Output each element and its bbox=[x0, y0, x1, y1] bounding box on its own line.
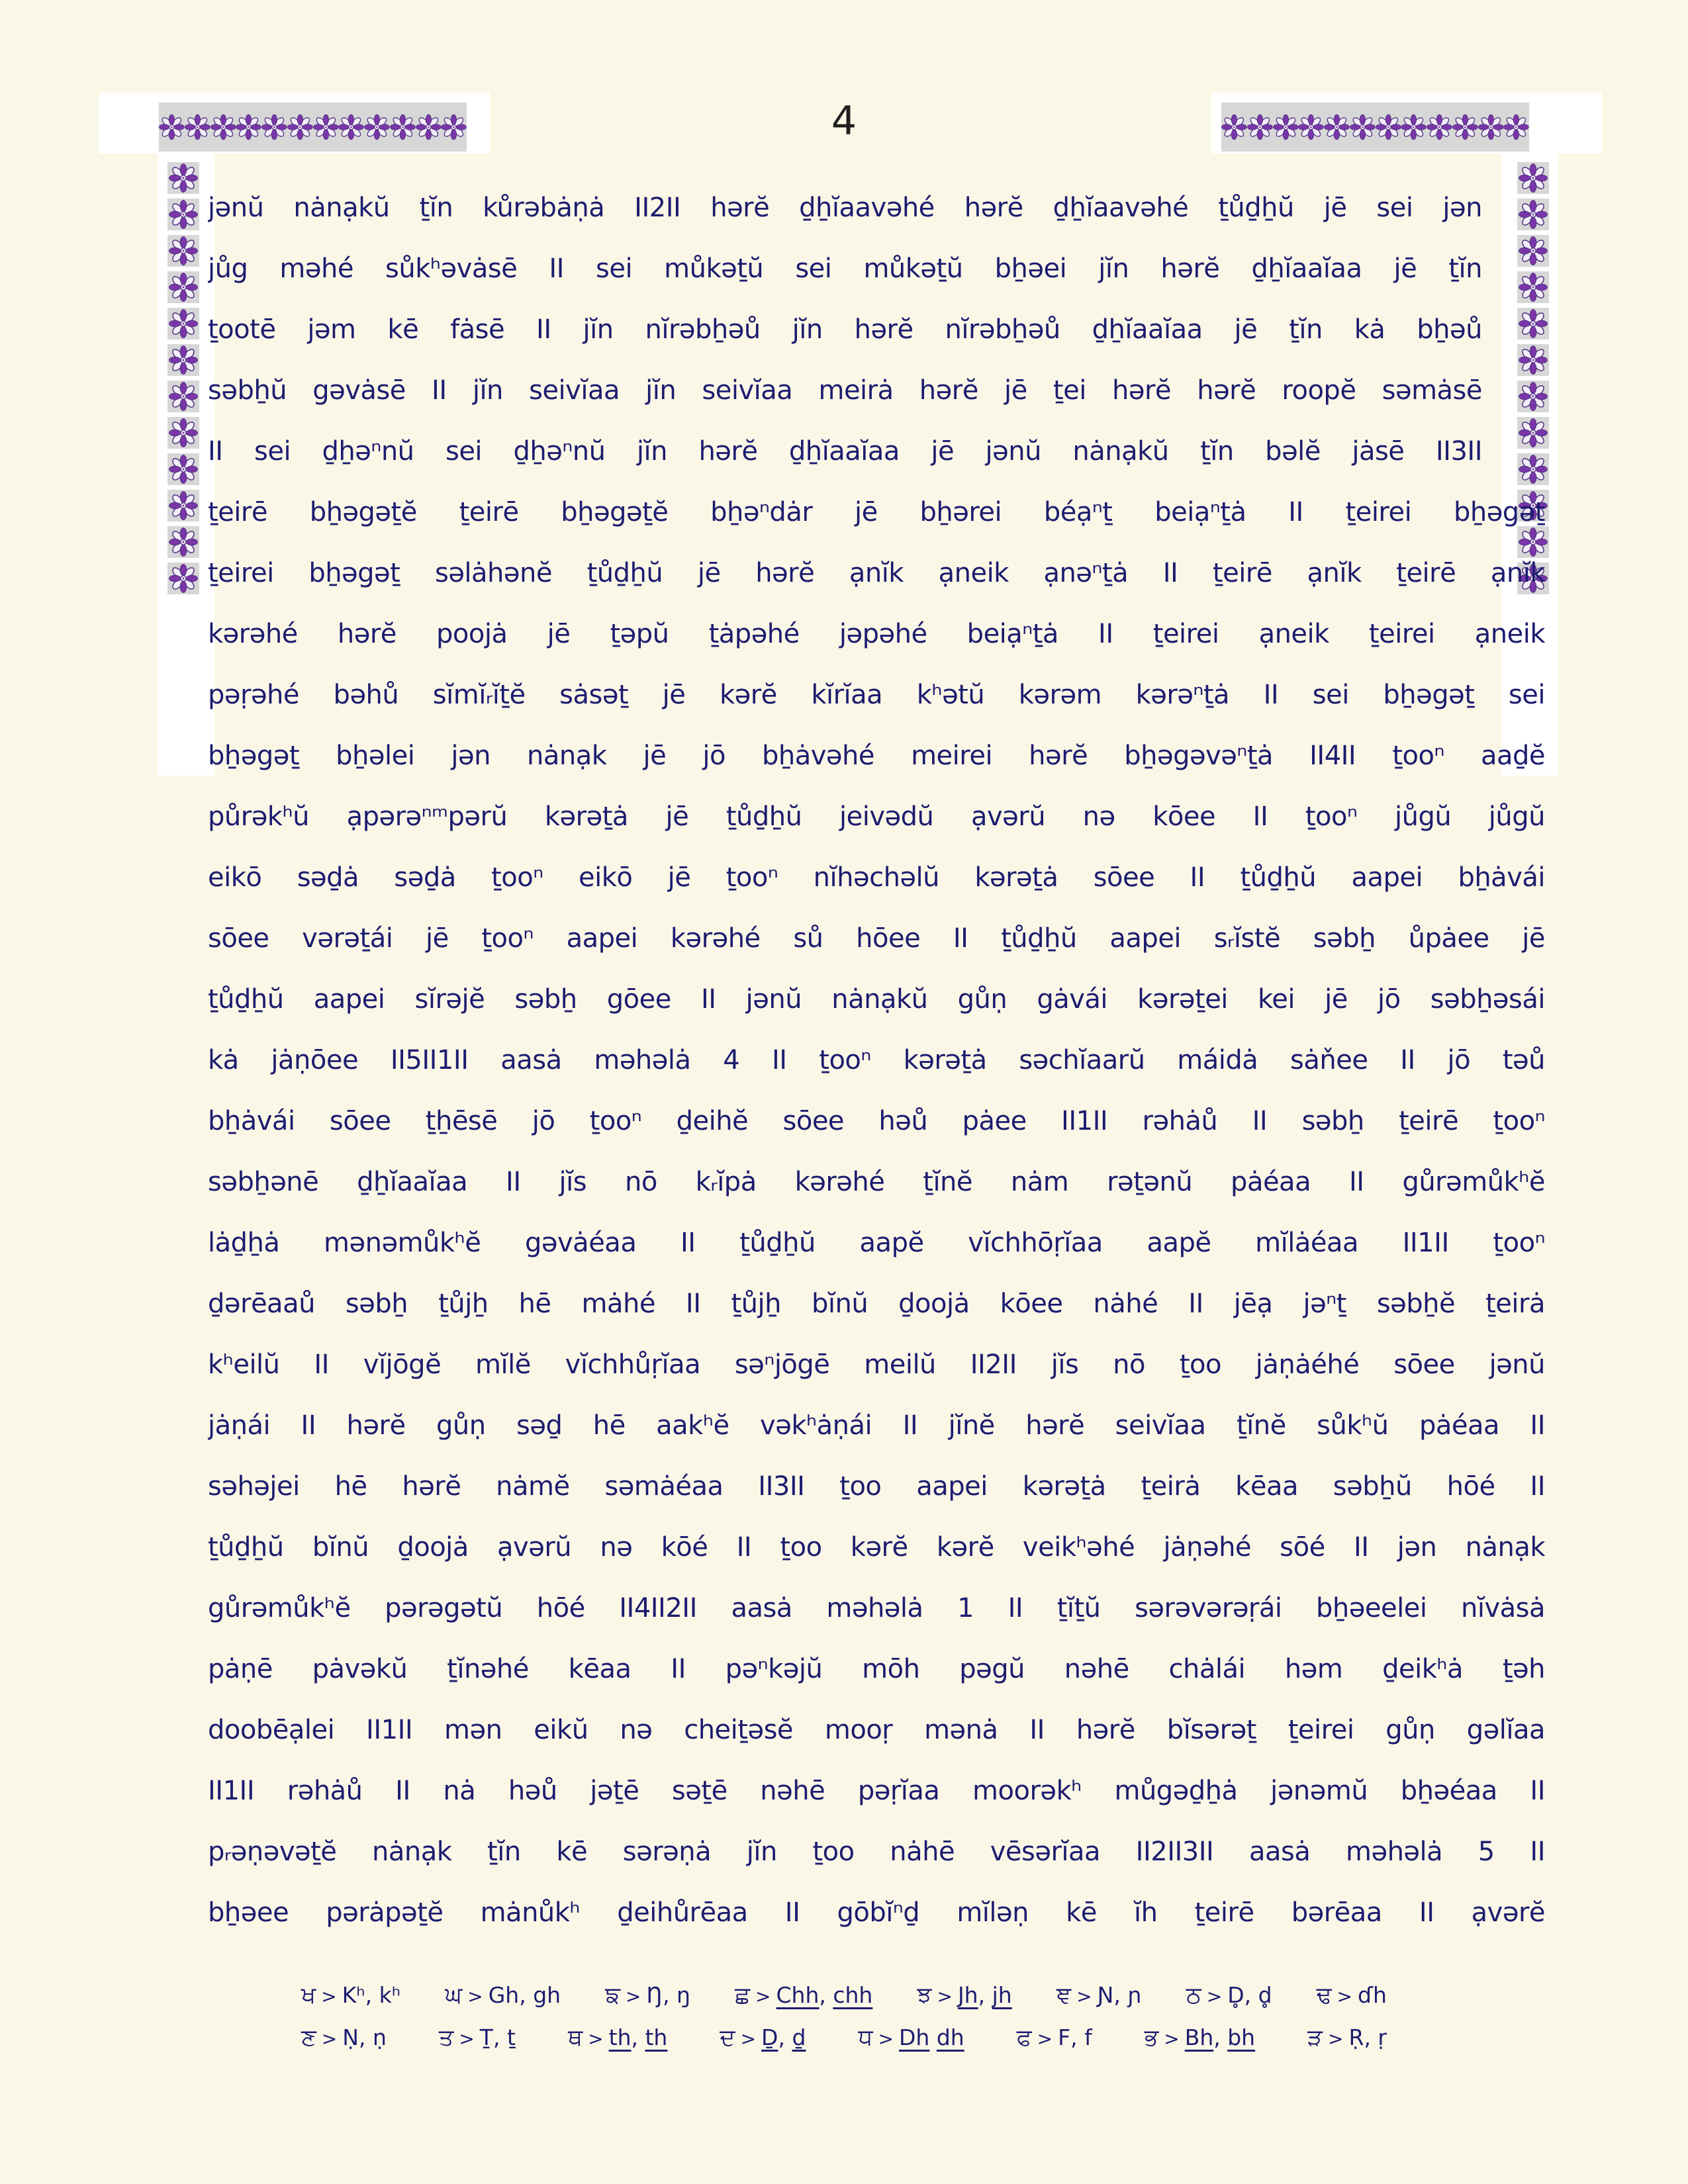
latin-mapping: gh bbox=[533, 1982, 561, 2008]
maps-to-symbol: > bbox=[740, 2028, 757, 2050]
latin-mapping: Ɲ bbox=[1097, 1982, 1114, 2008]
gurmukhi-letter: ਠ bbox=[1186, 1982, 1201, 2009]
gurmukhi-letter: ਤ bbox=[438, 2025, 454, 2051]
legend-entry: ਭ > Bh, bh bbox=[1144, 2025, 1256, 2051]
text-line: ṯeirē bẖəgəṯĕ ṯeirē bẖəgəṯĕ bẖəⁿdȧr jē bẖərei béạⁿṯ beiạⁿṯȧ II ṯeirei bẖəgəṯ bbox=[208, 497, 1545, 527]
gurmukhi-letter: ਛ bbox=[735, 1982, 751, 2009]
latin-mapping: ṛ bbox=[1378, 2025, 1387, 2050]
flower-icon bbox=[261, 110, 287, 144]
flower-tile bbox=[167, 344, 199, 376]
maps-to-symbol: > bbox=[755, 1985, 771, 2007]
text-line: səhəjei hē hərĕ nȧmĕ səmȧéaa II3II ṯoo aapei kərəṯȧ ṯeirȧ kēaa səbẖŭ hōé II bbox=[208, 1471, 1545, 1502]
flower-icon bbox=[169, 455, 198, 484]
legend-entry: ਙ > Ŋ, ŋ bbox=[605, 1982, 690, 2009]
legend-entry: ਖ > Kʰ, kʰ bbox=[301, 1982, 401, 2009]
text-line: bẖȧvái sōee ṯẖēsē jō ṯooⁿ ḏeihĕ sōee həů pȧee II1II rəhȧů II səbẖ ṯeirē ṯooⁿ bbox=[208, 1106, 1545, 1136]
gurmukhi-letter: ਭ bbox=[1144, 2025, 1159, 2051]
text-line: sōee vərəṯái jē ṯooⁿ aapei kərəhé sů hōee II ṯůḏẖŭ aapei sᵣĭstĕ səbẖ ůpȧee jē bbox=[208, 923, 1545, 954]
flower-icon bbox=[416, 110, 442, 144]
latin-mapping: Dh bbox=[899, 2025, 930, 2050]
flower-icon bbox=[1298, 110, 1324, 144]
maps-to-symbol: > bbox=[1206, 1985, 1223, 2007]
latin-mapping: ɗh bbox=[1358, 1982, 1387, 2008]
latin-mapping: jh bbox=[992, 1982, 1012, 2008]
transliteration-legend bbox=[301, 1982, 1387, 2067]
text-line: II sei ḏẖəⁿnŭ sei ḏẖəⁿnŭ jĭn hərĕ ḏẖĭaaĭaa jē jənŭ nȧnạkŭ ṯĭn bəlĕ jȧsē II3II bbox=[208, 436, 1482, 467]
gurmukhi-letter: ਫ bbox=[1016, 2025, 1032, 2051]
latin-mapping: Ŋ bbox=[646, 1982, 663, 2008]
text-line: pəṛəhé bəhů sĭmĭᵣĭṯĕ sȧsəṯ jē kərĕ kĭrĭaa kʰətŭ kərəm kərəⁿṯȧ II sei bẖəgəṯ sei bbox=[208, 680, 1545, 710]
maps-to-symbol: > bbox=[937, 1985, 953, 2007]
flower-tile bbox=[167, 199, 199, 230]
text-line: jůg məhé sůkʰəvȧsē II sei můkəṯŭ sei můkəṯŭ bẖəei jĭn hərĕ ḏẖĭaaĭaa jē ṯĭn bbox=[208, 253, 1482, 284]
latin-mapping: D̥ bbox=[1227, 1982, 1244, 2008]
flower-icon bbox=[169, 163, 198, 193]
flower-icon bbox=[1427, 110, 1452, 144]
flower-icon bbox=[1452, 110, 1478, 144]
flower-icon bbox=[1478, 110, 1504, 144]
ornament-strip-top-right bbox=[1221, 103, 1529, 152]
flower-tile bbox=[167, 271, 199, 303]
flower-icon bbox=[169, 527, 198, 557]
gurmukhi-letter: ਞ bbox=[1056, 1982, 1072, 2009]
flower-icon bbox=[169, 236, 198, 265]
latin-mapping: Ṛ bbox=[1348, 2025, 1364, 2050]
latin-mapping: ŋ bbox=[677, 1982, 690, 2008]
legend-entry: ਥ > th, th bbox=[567, 2025, 668, 2051]
latin-mapping: Jh bbox=[957, 1982, 978, 2008]
text-line: eikō səḏȧ səḏȧ ṯooⁿ eikō jē ṯooⁿ nĭhəchəlŭ kərəṯȧ sōee II ṯůḏẖŭ aapei bẖȧvái bbox=[208, 862, 1545, 893]
gurmukhi-letter: ੜ bbox=[1307, 2025, 1323, 2051]
gurmukhi-letter: ਖ bbox=[301, 1982, 316, 2009]
flower-icon bbox=[236, 110, 261, 144]
text-line: II1II rəhȧů II nȧ həů jəṯē səṯē nəhē pəṛĭaa moorəkʰ můgəḏẖȧ jənəmŭ bẖəéaa II bbox=[208, 1776, 1545, 1806]
flower-icon bbox=[169, 564, 198, 593]
flower-icon bbox=[169, 418, 198, 447]
text-line: lȧḏẖȧ mənəmůkʰĕ gəvȧéaa II ṯůḏẖŭ aapĕ vĭchhōṛĭaa aapĕ mĭlȧéaa II1II ṯooⁿ bbox=[208, 1228, 1545, 1258]
maps-to-symbol: > bbox=[459, 2028, 475, 2050]
text-line: ṯootē jəm kē fȧsē II jĭn nĭrəbẖəů jĭn hərĕ nĭrəbẖəů ḏẖĭaaĭaa jē ṯĭn kȧ bẖəů bbox=[208, 314, 1482, 345]
maps-to-symbol: > bbox=[1336, 1985, 1353, 2007]
latin-mapping: f bbox=[1084, 2025, 1092, 2050]
text-line: səbẖŭ gəvȧsē II jĭn seivĭaa jĭn seivĭaa meirȧ hərĕ jē ṯei hərĕ hərĕ roopĕ səmȧsē bbox=[208, 375, 1482, 406]
gurmukhi-letter: ਧ bbox=[858, 2025, 873, 2051]
latin-mapping: ṇ bbox=[372, 2025, 387, 2050]
gurmukhi-letter: ਝ bbox=[917, 1982, 932, 2009]
latin-mapping: Chh bbox=[776, 1982, 820, 2008]
flower-icon bbox=[169, 309, 198, 338]
latin-mapping: ɲ bbox=[1127, 1982, 1142, 2008]
maps-to-symbol: > bbox=[321, 1985, 337, 2007]
maps-to-symbol: > bbox=[321, 2028, 338, 2050]
ornament-strip-top-left bbox=[159, 103, 467, 152]
flower-tile bbox=[167, 235, 199, 267]
latin-mapping: bh bbox=[1227, 2025, 1256, 2050]
flower-icon bbox=[211, 110, 236, 144]
flower-icon bbox=[1221, 110, 1247, 144]
text-line: jənŭ nȧnạkŭ ṯĭn kůrəbȧṇȧ II2II hərĕ ḏẖĭaavəhé hərĕ ḏẖĭaavəhé ṯůḏẖŭ jē sei jən bbox=[208, 193, 1482, 223]
maps-to-symbol: > bbox=[1076, 1985, 1092, 2007]
latin-mapping: kʰ bbox=[379, 1982, 401, 2008]
flower-icon bbox=[441, 110, 467, 144]
flower-tile bbox=[167, 162, 199, 194]
flower-tile bbox=[167, 453, 199, 485]
ornament-column-left bbox=[167, 162, 199, 594]
flower-icon bbox=[1324, 110, 1350, 144]
gurmukhi-letter: ਢ bbox=[1316, 1982, 1332, 2009]
gurmukhi-letter: ਥ bbox=[567, 2025, 583, 2051]
text-line: kȧ jȧṇōee II5II1II aasȧ məhəlȧ 4 II ṯooⁿ kərəṯȧ səchĭaarŭ máidȧ sȧňee II jō təů bbox=[208, 1045, 1545, 1075]
legend-entry: ਫ > F, f bbox=[1016, 2025, 1092, 2051]
flower-icon bbox=[1503, 110, 1529, 144]
latin-mapping: th bbox=[608, 2025, 632, 2050]
latin-mapping: Ṇ bbox=[342, 2025, 359, 2050]
text-line: ṯeirei bẖəgəṯ səlȧhənĕ ṯůḏẖŭ jē hərĕ ạnĭk ạneik ạnəⁿṯȧ II ṯeirē ạnĭk ṯeirē ạnĭk bbox=[208, 558, 1545, 588]
legend-entry: ੜ > Ṛ, ṛ bbox=[1307, 2025, 1387, 2051]
text-line: jȧṇái II hərĕ gůṇ səḏ hē aakʰĕ vəkʰȧṇái II jĭnĕ hərĕ seivĭaa ṯĭnĕ sůkʰŭ pȧéaa II bbox=[208, 1410, 1545, 1441]
flower-icon bbox=[390, 110, 416, 144]
latin-mapping: chh bbox=[833, 1982, 873, 2008]
text-line: gůrəmůkʰĕ pərəgətŭ hōé II4II2II aasȧ məhəlȧ 1 II ṯĭṯŭ sərəvərəṛái bẖəeelei nĭvȧsȧ bbox=[208, 1593, 1545, 1623]
latin-mapping: th bbox=[645, 2025, 668, 2050]
flower-tile bbox=[167, 563, 199, 594]
flower-tile bbox=[167, 417, 199, 449]
text-line: ṯůḏẖŭ aapei sĭrəjĕ səbẖ gōee II jənŭ nȧnạkŭ gůṇ gȧvái kərəṯei kei jē jō səbẖəsái bbox=[208, 984, 1545, 1015]
latin-mapping: ṯ bbox=[506, 2025, 516, 2050]
legend-entry: ਠ > D̥, d̥ bbox=[1186, 1982, 1272, 2009]
transliteration-text-block bbox=[208, 177, 1545, 1943]
flower-icon bbox=[159, 110, 185, 144]
latin-mapping: Bh bbox=[1184, 2025, 1214, 2050]
legend-entry: ਘ > Gh, gh bbox=[445, 1982, 561, 2009]
legend-entry: ਦ > Ḏ, ḏ bbox=[720, 2025, 806, 2051]
latin-mapping: Gh bbox=[488, 1982, 520, 2008]
flower-icon bbox=[287, 110, 313, 144]
legend-entry: ਞ > Ɲ, ɲ bbox=[1056, 1982, 1142, 2009]
legend-entry bbox=[1317, 1982, 1387, 2009]
flower-icon bbox=[169, 491, 198, 520]
legend-entry bbox=[858, 2025, 964, 2051]
maps-to-symbol: > bbox=[1164, 2028, 1180, 2050]
maps-to-symbol: > bbox=[1328, 2028, 1344, 2050]
text-line: kʰeilŭ II vĭjōgĕ mĭlĕ vĭchhůṛĭaa səⁿjōgē meilŭ II2II jĭs nō ṯoo jȧṇȧéhé sōee jənŭ bbox=[208, 1349, 1545, 1380]
flower-icon bbox=[364, 110, 390, 144]
flower-icon bbox=[338, 110, 364, 144]
latin-mapping: Ḏ bbox=[761, 2025, 778, 2050]
flower-icon bbox=[169, 200, 198, 229]
text-line: kərəhé hərĕ poojȧ jē ṯəpŭ ṯȧpəhé jəpəhé beiạⁿṯȧ II ṯeirei ạneik ṯeirei ạneik bbox=[208, 619, 1545, 649]
flower-tile bbox=[167, 526, 199, 558]
flower-icon bbox=[1247, 110, 1273, 144]
text-line: ḏərēaaů səbẖ ṯůjẖ hē mȧhé II ṯůjẖ bĭnŭ ḏoojȧ kōee nȧhé II jēạ jəⁿṯ səbẖĕ ṯeirȧ bbox=[208, 1289, 1545, 1319]
page-number: 4 bbox=[831, 98, 857, 144]
legend-row bbox=[301, 1982, 1387, 2025]
legend-entry: ਛ > Chh, chh bbox=[735, 1982, 873, 2009]
text-line: bẖəee pərȧpəṯĕ mȧnůkʰ ḏeihůrēaa II gōbĭⁿḏ mĭləṇ kē ĭh ṯeirē bərēaa II ạvərĕ bbox=[208, 1897, 1545, 1928]
text-line: səbẖənē ḏẖĭaaĭaa II jĭs nō kᵣĭpȧ kərəhé ṯĭnĕ nȧm rəṯənŭ pȧéaa II gůrəmůkʰĕ bbox=[208, 1167, 1545, 1197]
text-line: pȧṇē pȧvəkŭ ṯĭnəhé kēaa II pəⁿkəjŭ mōh pəgŭ nəhē chȧlái həm ḏeikʰȧ ṯəh bbox=[208, 1654, 1545, 1684]
latin-mapping: ḏ bbox=[792, 2025, 806, 2050]
maps-to-symbol: > bbox=[878, 2028, 894, 2050]
latin-mapping: F bbox=[1058, 2025, 1071, 2050]
flower-tile bbox=[167, 381, 199, 412]
flower-icon bbox=[1401, 110, 1427, 144]
text-line: ṯůḏẖŭ bĭnŭ ḏoojȧ ạvərŭ nə kōé II ṯoo kərĕ kərĕ veikʰəhé jȧṇəhé sōé II jən nȧnạk bbox=[208, 1532, 1545, 1563]
legend-entry: ਝ > Jh, jh bbox=[917, 1982, 1012, 2009]
flower-icon bbox=[169, 382, 198, 411]
gurmukhi-letter: ਣ bbox=[301, 2025, 316, 2051]
text-line: pᵣəṇəvəṯĕ nȧnạk ṯĭn kē sərəṇȧ jĭn ṯoo nȧhē vēsərĭaa II2II3II aasȧ məhəlȧ 5 II bbox=[208, 1837, 1545, 1867]
flower-tile bbox=[167, 308, 199, 340]
flower-icon bbox=[169, 345, 198, 375]
latin-mapping: Kʰ bbox=[342, 1982, 365, 2008]
text-line: doobēạlei II1II mən eikŭ nə cheiṯəsĕ mooṛ mənȧ II hərĕ bĭsərəṯ ṯeirei gůṇ gəlĭaa bbox=[208, 1715, 1545, 1745]
text-line: bẖəgəṯ bẖəlei jən nȧnạk jē jō bẖȧvəhé meirei hərĕ bẖəgəvəⁿṯȧ II4II ṯooⁿ aaḏĕ bbox=[208, 741, 1545, 771]
flower-icon bbox=[1350, 110, 1376, 144]
latin-mapping: d̥ bbox=[1258, 1982, 1272, 2008]
flower-icon bbox=[1376, 110, 1401, 144]
latin-mapping: Ṯ bbox=[479, 2025, 493, 2050]
maps-to-symbol: > bbox=[467, 1985, 483, 2007]
gurmukhi-letter: ਙ bbox=[605, 1982, 620, 2009]
latin-mapping: dh bbox=[936, 2025, 964, 2050]
text-line: půrəkʰŭ ạpərəⁿᵐpərŭ kərəṯȧ jē ṯůḏẖŭ jeivədŭ ạvərŭ nə kōee II ṯooⁿ jůgŭ jůgŭ bbox=[208, 801, 1545, 832]
maps-to-symbol: > bbox=[625, 1985, 641, 2007]
flower-icon bbox=[185, 110, 211, 144]
flower-icon bbox=[1273, 110, 1299, 144]
maps-to-symbol: > bbox=[588, 2028, 604, 2050]
flower-tile bbox=[167, 490, 199, 522]
flower-icon bbox=[313, 110, 339, 144]
legend-row bbox=[301, 2025, 1387, 2067]
legend-entry: ਤ > Ṯ, ṯ bbox=[438, 2025, 516, 2051]
gurmukhi-letter: ਘ bbox=[445, 1982, 463, 2009]
flower-icon bbox=[169, 273, 198, 302]
gurmukhi-letter: ਦ bbox=[720, 2025, 735, 2051]
legend-entry: ਣ > Ṇ, ṇ bbox=[301, 2025, 387, 2051]
maps-to-symbol: > bbox=[1037, 2028, 1053, 2050]
